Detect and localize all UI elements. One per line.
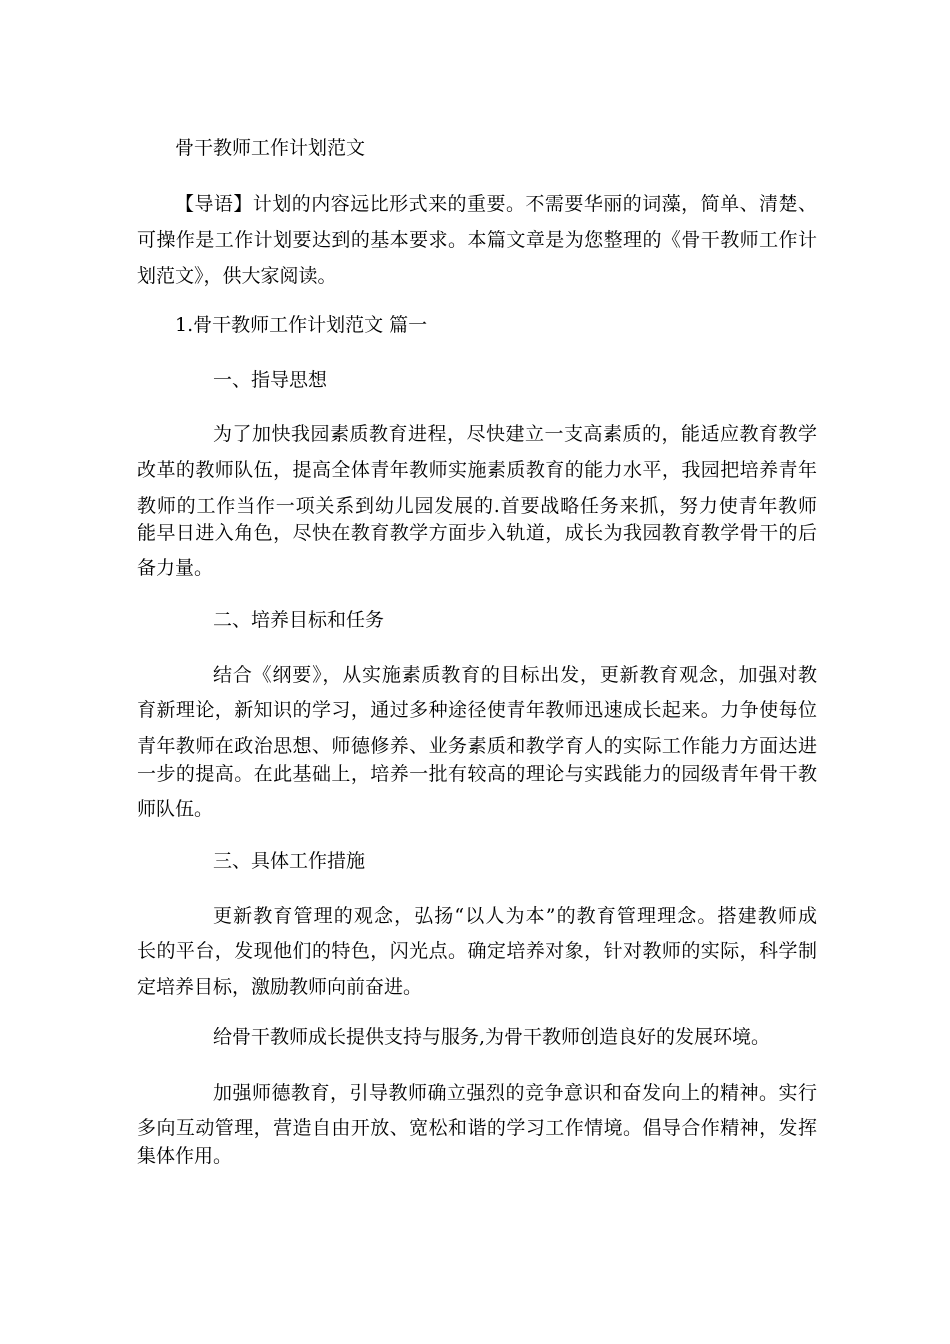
para-2-line-5: 师队伍。 [137,798,214,820]
para-1-line-5: 备力量。 [137,557,214,579]
para-2-line-3: 青年教师在政治思想、师德修养、业务素质和教学育人的实际工作能力方面达进 [137,735,817,757]
document-title: 骨干教师工作计划范文 [175,137,366,159]
heading-measures: 三、具体工作措施 [213,850,366,872]
intro-line-1: 【导语】计划的内容远比形式来的重要。不需要华丽的词藻，简单、清楚、 [175,193,817,215]
para-4-line-1: 给骨干教师成长提供支持与服务,为骨干教师创造良好的发展环境。 [213,1026,771,1048]
para-3-line-2: 长的平台，发现他们的特色，闪光点。确定培养对象，针对教师的实际，科学制 [137,940,817,962]
para-2-line-1: 结合《纲要》，从实施素质教育的目标出发，更新教育观念，加强对教 [213,664,817,686]
para-5-line-1: 加强师德教育，引导教师确立强烈的竞争意识和奋发向上的精神。实行 [213,1082,817,1104]
heading-guiding-thought: 一、指导思想 [213,369,328,391]
para-1-line-3: 教师的工作当作一项关系到幼儿园发展的.首要战略任务来抓，努力使青年教师 [137,495,817,517]
para-1-line-1: 为了加快我园素质教育进程，尽快建立一支高素质的，能适应教育教学 [213,423,817,445]
para-5-line-2: 多向互动管理，营造自由开放、宽松和谐的学习工作情境。倡导合作精神，发挥 [137,1117,817,1139]
section-title: 1.骨干教师工作计划范文 篇一 [175,314,428,336]
intro-line-2: 可操作是工作计划要达到的基本要求。本篇文章是为您整理的《骨干教师工作计 [137,229,817,251]
heading-goals-tasks: 二、培养目标和任务 [213,609,385,631]
para-1-line-4: 能早日进入角色，尽快在教育教学方面步入轨道，成长为我园教育教学骨干的后 [137,522,817,544]
para-5-line-3: 集体作用。 [137,1145,233,1167]
para-2-line-2: 育新理论，新知识的学习，通过多种途径使青年教师迅速成长起来。力争使每位 [137,699,817,721]
para-2-line-4: 一步的提高。在此基础上，培养一批有较高的理论与实践能力的园级青年骨干教 [137,763,817,785]
para-1-line-2: 改革的教师队伍，提高全体青年教师实施素质教育的能力水平，我园把培养青年 [137,459,817,481]
intro-line-3: 划范文》，供大家阅读。 [137,265,337,287]
para-3-line-1: 更新教育管理的观念，弘扬“以人为本”的教育管理理念。搭建教师成 [213,905,817,927]
para-3-line-3: 定培养目标，激励教师向前奋进。 [137,976,423,998]
